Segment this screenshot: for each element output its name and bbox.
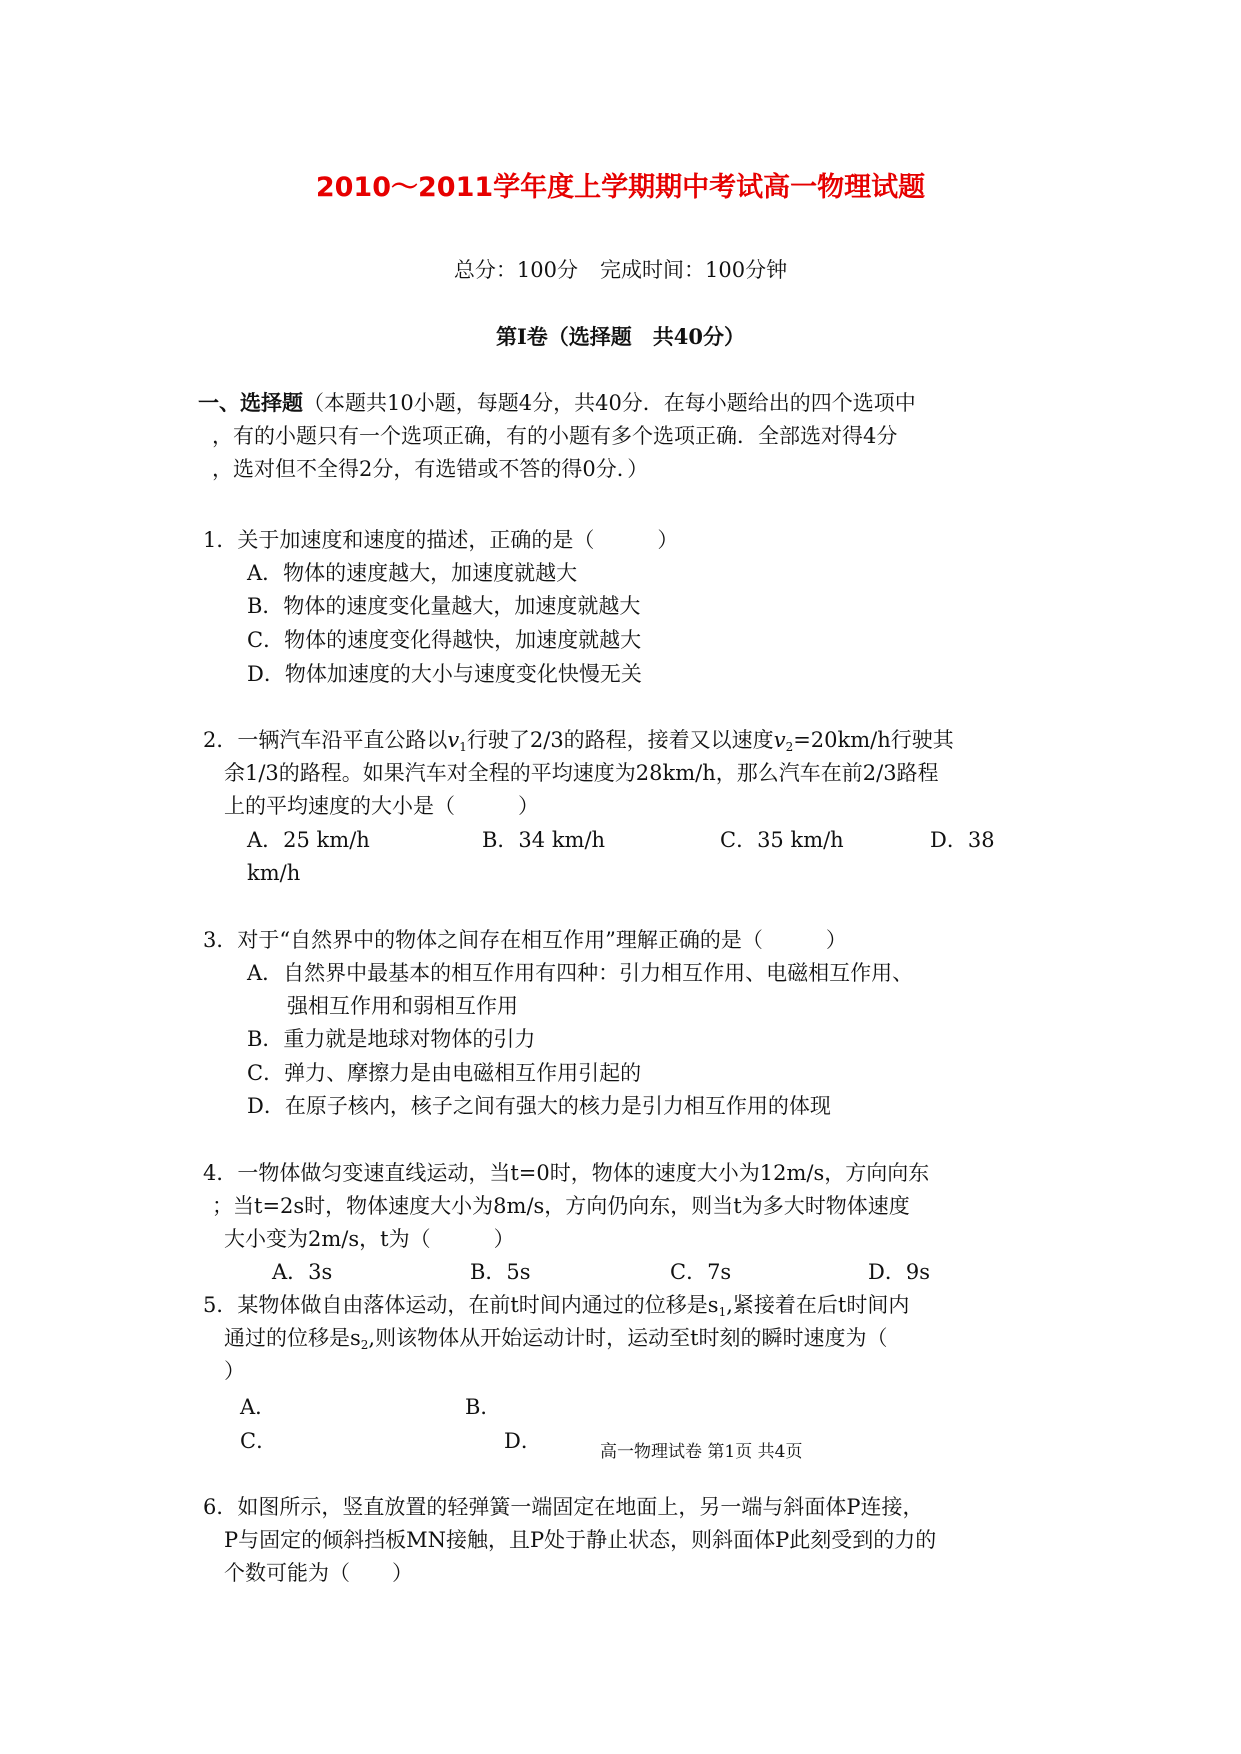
- q5-line-1: 5．某物体做自由落体运动，在前t时间内通过的位移是$s_1$,紧接着在后t时间内: [203, 1293, 910, 1319]
- q4-option-b: B．5s: [470, 1260, 531, 1284]
- q1-stem: 1．关于加速度和速度的描述，正确的是（ ）: [203, 528, 679, 552]
- total-score: 总分：100分: [453, 258, 578, 282]
- exam-meta: [0, 260, 1241, 281]
- instructions-line-3: ，选对但不全得2分，有选错或不答的得0分．）: [212, 457, 649, 481]
- instructions-line-1: 一、选择题（本题共10小题，每题4分，共40分．在每小题给出的四个选项中: [198, 390, 916, 415]
- q3-option-a-wrap: 强相互作用和弱相互作用: [287, 994, 518, 1018]
- q2-option-d: D．38: [930, 828, 995, 852]
- q2-option-a: A．25 km/h: [247, 828, 370, 852]
- q2-option-c: C．35 km/h: [720, 828, 844, 852]
- q4-option-a: A．3s: [272, 1260, 333, 1284]
- q3-option-a: A．自然界中最基本的相互作用有四种：引力相互作用、电磁相互作用、: [247, 961, 914, 985]
- q5-option-a: A．: [240, 1395, 277, 1419]
- q1-option-c: C．物体的速度变化得越快，加速度就越大: [247, 628, 642, 652]
- instructions-heading: 一、选择题: [198, 390, 303, 415]
- q5-option-d: D．: [504, 1429, 542, 1453]
- q3-stem: 3．对于“自然界中的物体之间存在相互作用”理解正确的是（ ）: [203, 928, 847, 952]
- q4-line-3: 大小变为2m/s，t为（ ）: [224, 1227, 515, 1251]
- page-footer: 高一物理试卷 第1页 共4页: [600, 1442, 803, 1462]
- q5-option-b: B．: [465, 1395, 502, 1419]
- q4-line-1: 4．一物体做匀变速直线运动，当t=0时，物体的速度大小为12m/s，方向向东: [203, 1161, 930, 1185]
- q2-line-1: 2．一辆汽车沿平直公路以$v_1$行驶了2/3的路程，接着又以速度$v_2=20km/h$行驶其: [203, 728, 954, 754]
- q5-line-3: ）: [224, 1359, 245, 1383]
- page-title: 2010～2011学年度上学期期中考试高一物理试题: [315, 172, 926, 203]
- q5-line-2: 通过的位移是$s_2$,则该物体从开始运动计时，运动至t时刻的瞬时速度为（: [224, 1326, 888, 1352]
- q6-line-3: 个数可能为（ ）: [224, 1561, 413, 1585]
- q6-line-2: P与固定的倾斜挡板MN接触，且P处于静止状态，则斜面体P此刻受到的力的: [224, 1528, 937, 1552]
- q3-option-b: B．重力就是地球对物体的引力: [247, 1027, 536, 1051]
- q2-option-d-wrap: km/h: [247, 861, 301, 885]
- section-title: 第Ⅰ卷（选择题 共40分）: [495, 324, 746, 349]
- q4-option-d: D．9s: [868, 1260, 930, 1284]
- q2-line-2: 余1/3的路程。如果汽车对全程的平均速度为28km/h，那么汽车在前2/3路程: [224, 761, 939, 785]
- q3-option-d: D．在原子核内，核子之间有强大的核力是引力相互作用的体现: [247, 1094, 831, 1118]
- q4-option-c: C．7s: [670, 1260, 732, 1284]
- q3-option-c: C．弹力、摩擦力是由电磁相互作用引起的: [247, 1061, 642, 1085]
- q5-option-c: C．: [240, 1429, 278, 1453]
- q1-option-a: A．物体的速度越大，加速度就越大: [247, 561, 578, 585]
- q1-option-d: D．物体加速度的大小与速度变化快慢无关: [247, 662, 642, 686]
- instructions-line-2: ，有的小题只有一个选项正确，有的小题有多个选项正确．全部选对得4分: [212, 424, 898, 448]
- time-limit: 完成时间：100分钟: [600, 258, 788, 282]
- q1-option-b: B．物体的速度变化量越大，加速度就越大: [247, 594, 641, 618]
- q2-line-3: 上的平均速度的大小是（ ）: [224, 794, 539, 818]
- q2-option-b: B．34 km/h: [482, 828, 606, 852]
- q6-line-1: 6．如图所示，竖直放置的轻弹簧一端固定在地面上，另一端与斜面体P连接，: [203, 1495, 924, 1519]
- q4-line-2: ；当t=2s时，物体速度大小为8m/s，方向仍向东，则当t为多大时物体速度: [212, 1194, 910, 1218]
